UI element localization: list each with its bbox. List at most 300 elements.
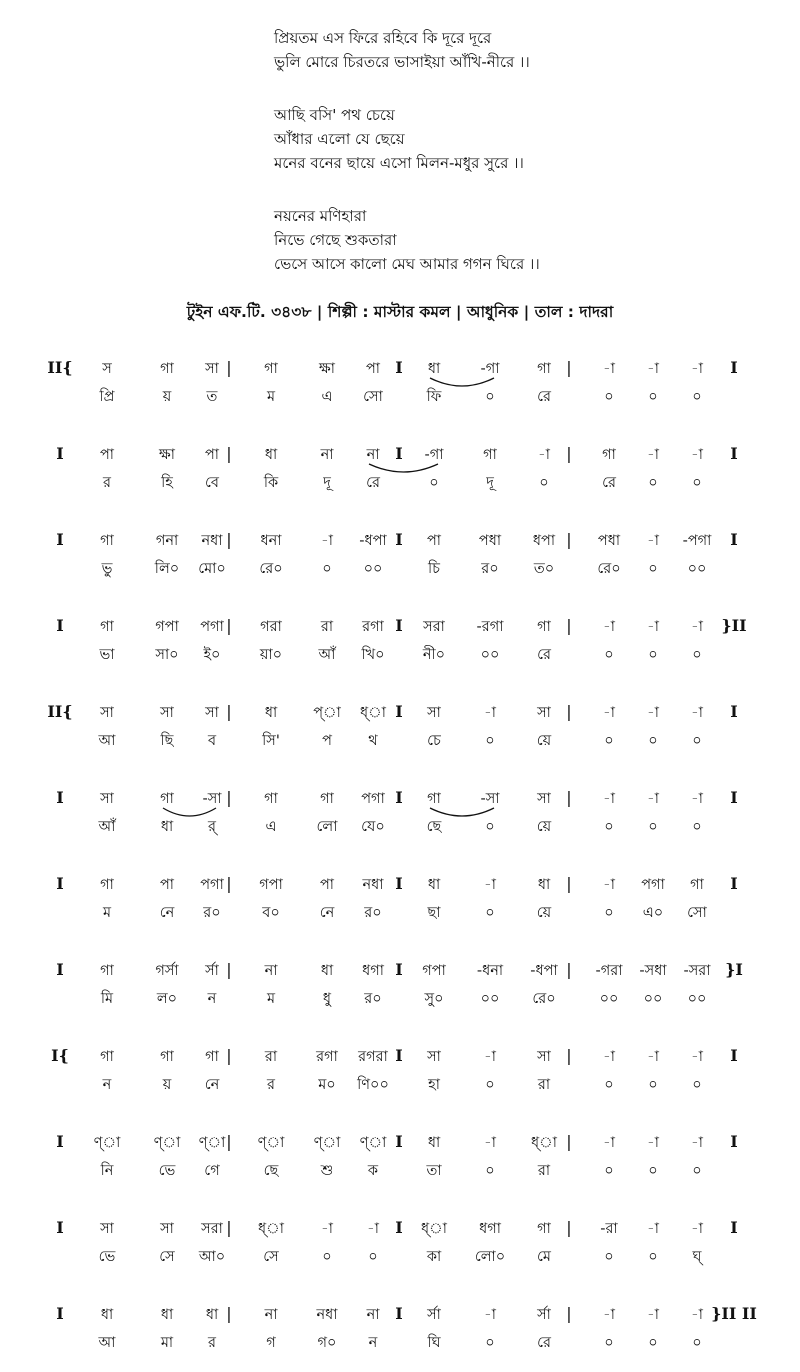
- lyric-syllable: ভে: [158, 1163, 176, 1179]
- beat-divider: |: [566, 616, 572, 635]
- lyrics-line: প্রিয়তম এস ফিরে রহিবে কি দূরে দূরে: [274, 29, 492, 47]
- lyric-syllable: য়ে: [536, 905, 552, 921]
- bar-end-mark: I: [730, 874, 738, 893]
- lyric-syllable: ই০: [203, 647, 221, 663]
- bar-mid-mark: I: [395, 1132, 403, 1151]
- swar-note: না: [366, 1307, 380, 1323]
- lyric-syllable: ০০: [480, 991, 500, 1007]
- bar-end-mark: I: [730, 1046, 738, 1065]
- swar-note: ণ্া: [313, 1135, 341, 1151]
- swar-note: গপা: [259, 877, 283, 893]
- bar-start-mark: II{: [47, 702, 73, 721]
- lyric-syllable: ক: [367, 1163, 379, 1179]
- bar-mid-mark: I: [395, 1218, 403, 1237]
- bar-start-mark: I: [56, 874, 64, 893]
- lyric-syllable: ০: [692, 1335, 702, 1351]
- lyric-syllable: ০: [648, 647, 658, 663]
- swar-note: গা: [160, 1049, 174, 1065]
- swar-note: -ধপা: [359, 533, 387, 549]
- lyric-syllable: আঁ: [98, 819, 116, 835]
- swar-note: সা: [537, 791, 551, 807]
- lyric-syllable: ন: [207, 991, 217, 1007]
- lyric-syllable: র: [267, 1077, 275, 1093]
- swar-note: -া: [647, 1049, 659, 1065]
- beat-divider: |: [566, 788, 572, 807]
- lyric-syllable: ব: [207, 733, 217, 749]
- bar-mid-mark: I: [395, 1046, 403, 1065]
- swar-note: গা: [264, 791, 278, 807]
- lyric-syllable: ০: [485, 1335, 495, 1351]
- swar-note: গা: [100, 877, 114, 893]
- lyric-syllable: হা: [428, 1077, 440, 1093]
- lyric-syllable: সো: [363, 389, 383, 405]
- lyric-syllable: ০: [604, 1335, 614, 1351]
- lyric-syllable: য়ে: [536, 733, 552, 749]
- lyric-syllable: ০: [604, 647, 614, 663]
- lyric-syllable: নে: [159, 905, 175, 921]
- swar-note: ণ্া: [153, 1135, 181, 1151]
- swar-note: না: [264, 963, 278, 979]
- lyric-syllable: দূ: [323, 475, 331, 491]
- lyric-syllable: ণি০০: [357, 1077, 389, 1093]
- bar-mid-mark: I: [395, 1304, 403, 1323]
- swar-note: গপা: [422, 963, 446, 979]
- lyric-syllable: ০: [604, 389, 614, 405]
- swar-note: গা: [264, 361, 278, 377]
- lyric-syllable: র০: [203, 905, 221, 921]
- swar-note: সা: [537, 705, 551, 721]
- swar-note: -া: [538, 447, 550, 463]
- swar-note: -া: [484, 1307, 496, 1323]
- swar-note: রা: [264, 1049, 278, 1065]
- swar-note: সা: [160, 1221, 174, 1237]
- swar-note: পা: [365, 361, 381, 377]
- swar-note: সা: [427, 705, 441, 721]
- lyric-syllable: ০: [485, 1077, 495, 1093]
- lyric-syllable: ছে: [426, 819, 442, 835]
- swar-note: ধা: [264, 447, 278, 463]
- swar-note: রগা: [316, 1049, 338, 1065]
- beat-divider: |: [566, 1304, 572, 1323]
- swar-note: গা: [483, 447, 497, 463]
- lyric-syllable: সা০: [155, 647, 179, 663]
- swar-note: -সরা: [683, 963, 711, 979]
- slur-marks: [0, 770, 800, 856]
- swar-note: ধা: [427, 361, 441, 377]
- swar-note: র্সা: [537, 1307, 551, 1323]
- bar-mid-mark: I: [395, 530, 403, 549]
- swar-note: পা: [319, 877, 335, 893]
- lyric-syllable: আ: [98, 1335, 116, 1351]
- swar-note: ধা: [205, 1307, 219, 1323]
- swar-note: -া: [603, 705, 615, 721]
- lyric-syllable: খি০: [361, 647, 385, 663]
- lyrics-line: ভুলি মোরে চিরতরে ভাসাইয়া আঁখি-নীরে ।।: [274, 53, 530, 71]
- lyric-syllable: ০: [648, 1077, 658, 1093]
- lyric-syllable: ০: [692, 389, 702, 405]
- beat-divider: |: [566, 530, 572, 549]
- lyric-syllable: ০: [604, 1077, 614, 1093]
- swar-note: -া: [691, 361, 703, 377]
- lyric-syllable: আ০: [198, 1249, 226, 1265]
- beat-divider: |: [226, 358, 232, 377]
- swar-note: পধা: [597, 533, 621, 549]
- swar-note: ধনা: [260, 533, 282, 549]
- lyrics-stanza: [274, 204, 754, 276]
- lyric-syllable: মা: [160, 1335, 174, 1351]
- beat-divider: |: [566, 702, 572, 721]
- lyric-syllable: ০: [485, 905, 495, 921]
- bar-mid-mark: I: [395, 788, 403, 807]
- lyric-syllable: লো: [316, 819, 338, 835]
- swar-note: রগরা: [358, 1049, 388, 1065]
- swar-note: সরা: [201, 1221, 223, 1237]
- lyric-syllable: ০: [604, 1249, 614, 1265]
- lyric-syllable: চে: [427, 733, 441, 749]
- swar-note: নধা: [201, 533, 223, 549]
- swar-note: -ধনা: [476, 963, 504, 979]
- swar-note: না: [264, 1307, 278, 1323]
- lyric-syllable: ০: [692, 1163, 702, 1179]
- notation-block: [0, 684, 800, 770]
- lyric-syllable: রে০: [597, 561, 621, 577]
- bar-end-mark: I: [730, 358, 738, 377]
- lyric-syllable: গ০: [317, 1335, 337, 1351]
- lyric-syllable: রা: [537, 1077, 551, 1093]
- bar-start-mark: I: [56, 960, 64, 979]
- lyric-syllable: ০: [648, 1163, 658, 1179]
- lyric-syllable: ম০: [318, 1077, 336, 1093]
- lyrics-line: আছি বসি' পথ চেয়ে: [274, 106, 395, 124]
- lyric-syllable: এ০: [642, 905, 664, 921]
- beat-divider: |: [226, 1046, 232, 1065]
- swar-note: না: [366, 447, 380, 463]
- bar-end-mark: }II: [721, 616, 747, 635]
- swar-note: ধ্া: [258, 1221, 284, 1237]
- swar-note: ধগা: [362, 963, 384, 979]
- lyric-syllable: য়: [162, 389, 172, 405]
- lyric-syllable: ০: [648, 1335, 658, 1351]
- lyric-syllable: ভা: [99, 647, 115, 663]
- lyric-syllable: য়: [162, 1077, 172, 1093]
- lyric-syllable: ত: [206, 389, 218, 405]
- bar-end-mark: I: [730, 530, 738, 549]
- lyric-syllable: ০০: [480, 647, 500, 663]
- beat-divider: |: [226, 960, 232, 979]
- swar-note: ণ্া: [359, 1135, 387, 1151]
- lyric-syllable: ০০: [643, 991, 663, 1007]
- lyric-syllable: নে: [319, 905, 335, 921]
- lyric-syllable: গে: [204, 1163, 220, 1179]
- swar-note: ধ্া: [531, 1135, 557, 1151]
- swar-note: সা: [100, 791, 114, 807]
- swar-note: ণ্া: [198, 1135, 226, 1151]
- lyrics-section: [274, 26, 754, 305]
- swar-note: গরা: [260, 619, 282, 635]
- swar-note: -া: [691, 447, 703, 463]
- bar-start-mark: I: [56, 444, 64, 463]
- swar-note: গা: [100, 963, 114, 979]
- swar-note: সা: [205, 705, 219, 721]
- lyric-syllable: য়া০: [259, 647, 283, 663]
- swar-note: গা: [100, 1049, 114, 1065]
- swar-note: -া: [484, 705, 496, 721]
- swar-note: -া: [603, 1135, 615, 1151]
- swar-note: -া: [691, 1049, 703, 1065]
- lyric-syllable: সে: [159, 1249, 175, 1265]
- notation-block: [0, 340, 800, 426]
- bar-end-mark: I: [730, 1218, 738, 1237]
- bar-mid-mark: I: [395, 358, 403, 377]
- swar-note: ণ্া: [257, 1135, 285, 1151]
- lyric-syllable: রা: [537, 1163, 551, 1179]
- swar-note: ধা: [264, 705, 278, 721]
- lyric-syllable: ০: [485, 819, 495, 835]
- notation-block: [0, 512, 800, 598]
- swar-note: সা: [427, 1049, 441, 1065]
- swar-note: -া: [484, 1135, 496, 1151]
- lyric-syllable: ০০: [687, 991, 707, 1007]
- lyric-syllable: লো০: [474, 1249, 506, 1265]
- bar-start-mark: I: [56, 530, 64, 549]
- lyric-syllable: বে: [205, 475, 219, 491]
- lyric-syllable: ০: [648, 1249, 658, 1265]
- swar-note: -া: [647, 361, 659, 377]
- notation-block: [0, 1286, 800, 1372]
- swar-note: -া: [647, 533, 659, 549]
- swar-note: গা: [205, 1049, 219, 1065]
- lyric-syllable: ফি: [426, 389, 442, 405]
- beat-divider: |: [566, 444, 572, 463]
- lyric-syllable: ০: [485, 389, 495, 405]
- swar-note: গা: [160, 791, 174, 807]
- beat-divider: |: [566, 874, 572, 893]
- bar-mid-mark: I: [395, 616, 403, 635]
- lyric-syllable: ০০: [599, 991, 619, 1007]
- swar-note: ধা: [320, 963, 334, 979]
- swar-note: নধা: [362, 877, 384, 893]
- lyric-syllable: প: [322, 733, 332, 749]
- lyric-syllable: দূ: [486, 475, 494, 491]
- swar-note: -া: [603, 619, 615, 635]
- lyric-syllable: র্: [208, 819, 216, 835]
- swar-note: সা: [100, 705, 114, 721]
- swar-note: -া: [647, 705, 659, 721]
- lyric-syllable: মো০: [198, 561, 226, 577]
- swar-note: ধপা: [532, 533, 556, 549]
- lyric-syllable: ভে: [98, 1249, 116, 1265]
- lyric-syllable: ০: [692, 647, 702, 663]
- swar-note: ধা: [537, 877, 551, 893]
- swar-note: -া: [603, 1307, 615, 1323]
- lyric-syllable: ধা: [160, 819, 174, 835]
- swar-note: -া: [321, 533, 333, 549]
- swar-note: -া: [691, 791, 703, 807]
- lyric-syllable: ০: [604, 819, 614, 835]
- lyrics-line: নয়নের মণিহারা: [274, 207, 367, 225]
- lyric-syllable: রে: [366, 475, 380, 491]
- bar-start-mark: I: [56, 788, 64, 807]
- swar-note: -া: [647, 447, 659, 463]
- lyric-syllable: ন: [102, 1077, 112, 1093]
- swar-note: -পগা: [682, 533, 712, 549]
- lyric-syllable: ০: [692, 475, 702, 491]
- lyrics-stanza: [274, 103, 754, 175]
- beat-divider: |: [226, 1304, 232, 1323]
- swar-note: -া: [484, 1049, 496, 1065]
- swar-note: পগা: [200, 877, 224, 893]
- beat-divider: |: [566, 358, 572, 377]
- swar-note: গা: [427, 791, 441, 807]
- lyric-syllable: ০: [604, 905, 614, 921]
- lyric-syllable: ০: [692, 819, 702, 835]
- beat-divider: |: [566, 960, 572, 979]
- bar-start-mark: II{: [47, 358, 73, 377]
- notation-block: [0, 1114, 800, 1200]
- beat-divider: |: [226, 530, 232, 549]
- swar-note: -া: [647, 1135, 659, 1151]
- swar-note: -গা: [424, 447, 444, 463]
- swar-note: পা: [426, 533, 442, 549]
- lyric-syllable: ০: [368, 1249, 378, 1265]
- swar-note: -া: [691, 705, 703, 721]
- swar-note: -া: [603, 1049, 615, 1065]
- lyric-syllable: মি: [100, 991, 114, 1007]
- lyric-syllable: সি': [262, 733, 280, 749]
- swar-note: -া: [647, 1221, 659, 1237]
- swar-note: ণ্া: [93, 1135, 121, 1151]
- swar-note: ধ্া: [360, 705, 386, 721]
- bar-end-mark: I: [730, 788, 738, 807]
- bar-mid-mark: I: [395, 702, 403, 721]
- lyric-syllable: রে: [602, 475, 616, 491]
- swar-note: গা: [320, 791, 334, 807]
- lyric-syllable: ০: [648, 561, 658, 577]
- bar-mid-mark: I: [395, 960, 403, 979]
- beat-divider: |: [226, 874, 232, 893]
- swar-note: ধা: [160, 1307, 174, 1323]
- bar-end-mark: I: [730, 702, 738, 721]
- swar-note: পগা: [200, 619, 224, 635]
- lyric-syllable: র০: [481, 561, 499, 577]
- lyric-syllable: ০: [539, 475, 549, 491]
- notation-block: [0, 1200, 800, 1286]
- swar-note: গা: [160, 361, 174, 377]
- swar-note: সা: [205, 361, 219, 377]
- beat-divider: |: [226, 616, 232, 635]
- lyric-syllable: ঘি: [427, 1335, 441, 1351]
- swar-note: গা: [537, 361, 551, 377]
- swar-note: গা: [537, 1221, 551, 1237]
- lyric-syllable: ধু: [322, 991, 332, 1007]
- swar-note: -া: [603, 791, 615, 807]
- swar-note: -া: [603, 361, 615, 377]
- lyric-syllable: ব০: [262, 905, 280, 921]
- bar-mid-mark: I: [395, 874, 403, 893]
- lyric-syllable: ০: [648, 733, 658, 749]
- lyrics-line: মনের বনের ছায়ে এসো মিলন-মধুর সুরে ।।: [274, 154, 524, 172]
- bar-end-mark: }I: [725, 960, 743, 979]
- notation-block: [0, 856, 800, 942]
- swar-note: সা: [100, 1221, 114, 1237]
- swar-note: -সা: [480, 791, 500, 807]
- bar-end-mark: I: [730, 1132, 738, 1151]
- lyric-syllable: ০: [648, 819, 658, 835]
- lyric-syllable: ম: [266, 991, 276, 1007]
- swar-note: গপা: [155, 619, 179, 635]
- lyric-syllable: শু: [320, 1163, 334, 1179]
- bar-start-mark: I{: [51, 1046, 69, 1065]
- beat-divider: |: [226, 1218, 232, 1237]
- swar-note: রগা: [362, 619, 384, 635]
- swar-note: -া: [691, 1221, 703, 1237]
- beat-divider: |: [226, 1132, 232, 1151]
- lyrics-stanza: [274, 26, 754, 74]
- swar-note: -া: [647, 619, 659, 635]
- lyric-syllable: তা: [426, 1163, 442, 1179]
- swar-note: -সা: [202, 791, 222, 807]
- lyric-syllable: ঘ্: [692, 1249, 702, 1265]
- swar-note: পা: [159, 877, 175, 893]
- swar-note: ক্ষা: [159, 447, 175, 463]
- swar-note: ধা: [427, 877, 441, 893]
- bar-end-mark: }II II: [711, 1304, 757, 1323]
- swar-note: -গরা: [595, 963, 623, 979]
- lyric-syllable: সে: [263, 1249, 279, 1265]
- swar-note: ধা: [100, 1307, 114, 1323]
- lyric-syllable: ০: [648, 475, 658, 491]
- notation-block: [0, 770, 800, 856]
- swar-note: ধগা: [479, 1221, 501, 1237]
- swar-note: ক্ষা: [319, 361, 335, 377]
- bar-start-mark: I: [56, 1304, 64, 1323]
- lyric-syllable: আ: [98, 733, 116, 749]
- beat-divider: |: [566, 1046, 572, 1065]
- swar-note: না: [320, 447, 334, 463]
- swar-note: পধা: [478, 533, 502, 549]
- swar-note: পগা: [641, 877, 665, 893]
- swar-note: র্সা: [205, 963, 219, 979]
- beat-divider: |: [566, 1132, 572, 1151]
- lyrics-line: ভেসে আসে কালো মেঘ আমার গগন ঘিরে ।।: [274, 255, 540, 273]
- swar-note: -রা: [600, 1221, 618, 1237]
- swar-note: নধা: [316, 1307, 338, 1323]
- bar-start-mark: I: [56, 1218, 64, 1237]
- lyric-syllable: ছি: [160, 733, 174, 749]
- swar-note: গা: [100, 533, 114, 549]
- bar-start-mark: I: [56, 616, 64, 635]
- notation-block: [0, 1028, 800, 1114]
- lyric-syllable: যে০: [361, 819, 385, 835]
- lyric-syllable: ছে: [263, 1163, 279, 1179]
- lyric-syllable: চি: [428, 561, 440, 577]
- swar-note: -া: [691, 1307, 703, 1323]
- notation-block: [0, 942, 800, 1028]
- swar-note: গা: [537, 619, 551, 635]
- swar-note: -া: [647, 1307, 659, 1323]
- lyric-syllable: কা: [426, 1249, 442, 1265]
- swar-note: রা: [320, 619, 334, 635]
- lyric-syllable: ভু: [101, 561, 113, 577]
- lyric-syllable: সো: [687, 905, 707, 921]
- lyric-syllable: রে০: [259, 561, 283, 577]
- swar-note: -া: [367, 1221, 379, 1237]
- lyric-syllable: ০: [322, 1249, 332, 1265]
- swar-note: -া: [647, 791, 659, 807]
- lyric-syllable: আঁ: [318, 647, 336, 663]
- lyric-syllable: ম: [266, 389, 276, 405]
- swar-note: -া: [321, 1221, 333, 1237]
